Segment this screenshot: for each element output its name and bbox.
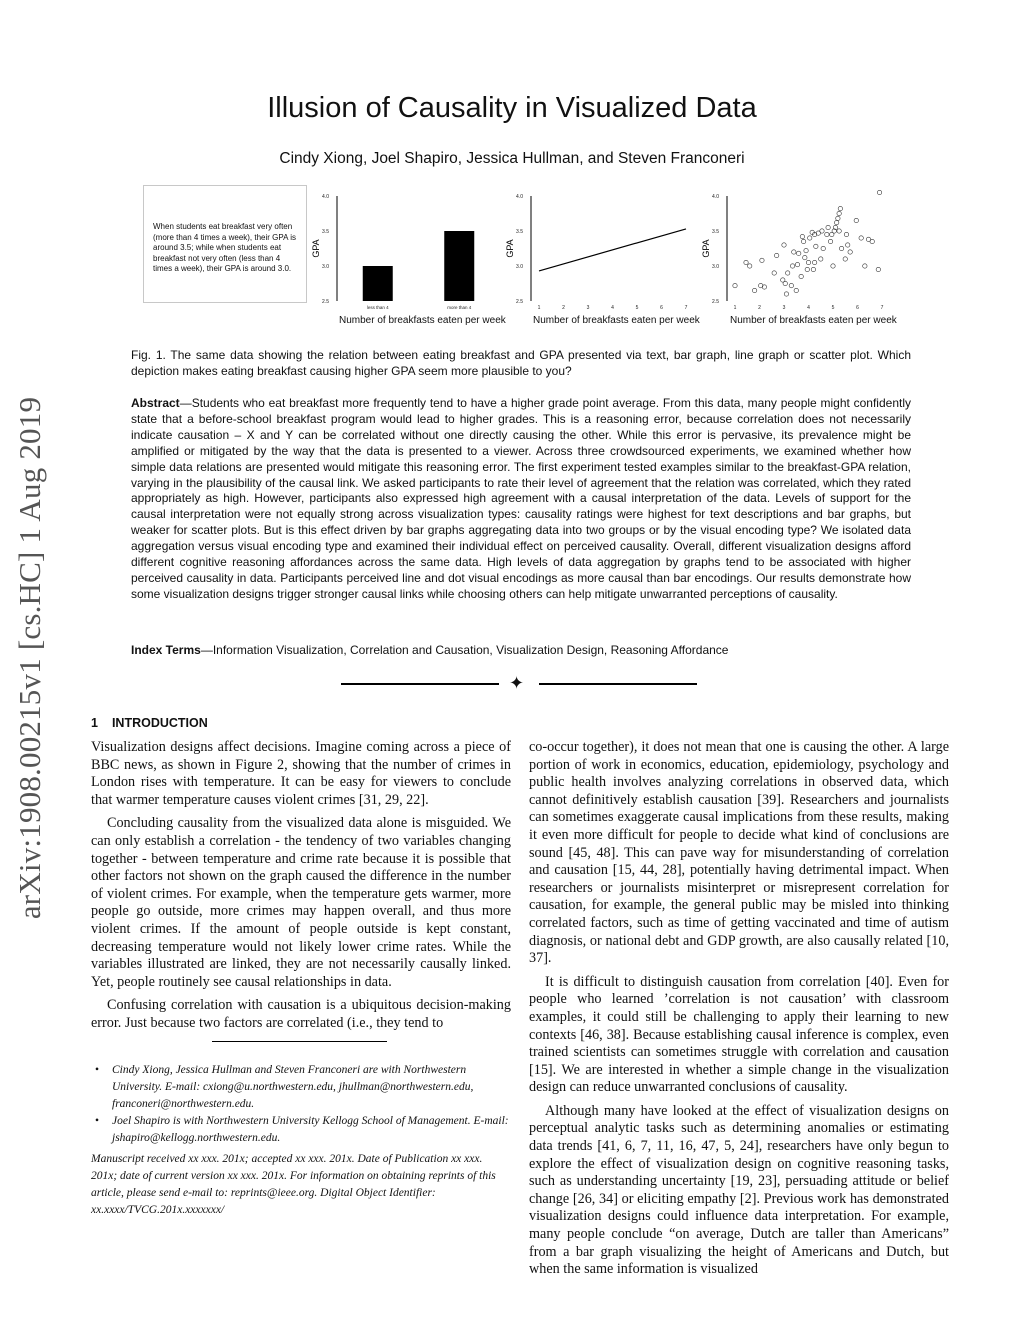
scatter-chart-y-tick-label: 3.0 bbox=[712, 264, 719, 270]
scatter-point bbox=[825, 232, 829, 236]
bar-chart-svg bbox=[310, 183, 505, 315]
scatter-point bbox=[834, 220, 838, 224]
line-chart bbox=[504, 183, 699, 315]
bar-category-label: less than 4 bbox=[366, 305, 389, 310]
scatter-chart-y-tick-label: 2.5 bbox=[712, 299, 719, 305]
scatter-point bbox=[863, 264, 867, 268]
scatter-point bbox=[799, 274, 803, 278]
scatter-chart-x-tick-label: 2 bbox=[758, 305, 761, 311]
footnotes bbox=[91, 1062, 511, 1147]
scatter-chart bbox=[700, 183, 895, 315]
paragraph: co-occur together), it does not mean that one is causing the other. A large portion of work in economics, education, epidemiology, psychology and public health involves analyzing correlations in observed data, which cannot definitively establish causation [39]. Researchers and journalists can sometimes exaggerate causal implications from these results, making it even more difficult for people to decide what kind of conclusions are sound [45, 48]. This can pave way for misunderstanding of correlation and causation [15, 44, 28], potentially having detrimental impact. When researchers or journalists misinterpret or misrepresent correlation for causation, for example, the general public may be misled into thinking correlated factors, such as time of getting vaccinated and time of autism diagnosis, or national debt and GDP growth, are also causally related [10, 37]. bbox=[529, 739, 949, 967]
paragraph: Concluding causality from the visualized data alone is misguided. We can only establish a correlation - the tendency of two variables changing together - between temperature and crime rate because it is possible that other factors not shown on the graph caused the difference in the number of violent crimes. For example, when the temperature gets warmer, more people go outside, more crimes may happen overall, and thus more violent crimes. If the amount of people outside is kept constant, decreasing temperature would not likely lower crime rates. While the variables illustrated are linked, they are not necessarily causally linked. Yet, people routinely see causal relationships in data. bbox=[91, 815, 511, 990]
scatter-point bbox=[800, 234, 804, 238]
divider-line-right bbox=[539, 683, 697, 685]
scatter-point bbox=[748, 264, 752, 268]
footnote-item: • Joel Shapiro is with Northwestern University Kellogg School of Management. E-mail: jshapiro@kellogg.northwestern.edu. bbox=[91, 1113, 511, 1147]
line-chart-svg bbox=[504, 183, 699, 315]
section-divider bbox=[341, 673, 701, 693]
line-chart-x-tick-label: 6 bbox=[660, 305, 663, 311]
scatter-point bbox=[806, 260, 810, 264]
bar-chart-y-tick-label: 3.5 bbox=[322, 229, 329, 235]
line-chart-x-tick-label: 5 bbox=[635, 305, 639, 311]
scatter-point bbox=[744, 260, 748, 264]
paragraph: It is difficult to distinguish causation from correlation [40]. Even for people who learned ’correlation is not causation’ with classroom examples, it could still be challenging to apply their learning to new contexts [46, 38]. Because establishing causal inference is complex, even trained scientists can sometimes struggle with correlation and causation [15]. We are interested in whether a simple change in the visualization design can reduce unwarranted conclusions of causality. bbox=[529, 973, 949, 1096]
scatter-point bbox=[733, 283, 737, 287]
scatter-chart-x-tick-label: 6 bbox=[856, 305, 859, 311]
bar-chart-y-tick-label: 4.0 bbox=[322, 194, 329, 200]
scatter-point bbox=[774, 253, 778, 257]
scatter-point bbox=[839, 246, 843, 250]
index-terms-text: —Information Visualization, Correlation and Causation, Visualization Design, Reasoning Affordance bbox=[200, 643, 729, 657]
scatter-point bbox=[782, 243, 786, 247]
bar bbox=[444, 231, 474, 301]
index-terms bbox=[131, 642, 911, 658]
scatter-chart-svg bbox=[700, 183, 895, 315]
scatter-chart-x-tick-label: 5 bbox=[831, 305, 835, 311]
scatter-point bbox=[808, 236, 812, 240]
scatter-point bbox=[784, 292, 788, 296]
arxiv-identifier: arXiv:1908.00215v1 [cs.HC] 1 Aug 2019 bbox=[12, 396, 47, 920]
scatter-point bbox=[828, 239, 832, 243]
scatter-point bbox=[837, 211, 841, 215]
scatter-point bbox=[783, 281, 787, 285]
bar-chart-y-tick-label: 2.5 bbox=[322, 299, 329, 305]
scatter-point bbox=[814, 244, 818, 248]
scatter-point bbox=[803, 255, 807, 259]
scatter-point bbox=[795, 262, 799, 266]
scatter-point bbox=[843, 257, 847, 261]
scatter-point bbox=[762, 285, 766, 289]
scatter-point bbox=[846, 243, 850, 247]
bar-category-label: more than 4 bbox=[447, 305, 472, 310]
author-list: Cindy Xiong, Joel Shapiro, Jessica Hullman, and Steven Franconeri bbox=[279, 150, 745, 167]
scatter-point bbox=[826, 225, 830, 229]
scatter-chart-xlabel: Number of breakfasts eaten per week bbox=[730, 315, 897, 326]
line-chart-x-tick-label: 2 bbox=[562, 305, 565, 311]
line-chart-xlabel: Number of breakfasts eaten per week bbox=[533, 315, 700, 326]
scatter-point bbox=[819, 257, 823, 261]
paragraph: Confusing correlation with causation is a ubiquitous decision-making error. Just because two factors are correlated (i.e., they tend to bbox=[91, 997, 511, 1031]
footnote-rule bbox=[212, 1041, 387, 1042]
footnote-item: • Cindy Xiong, Jessica Hullman and Steven Franconeri are with Northwestern University. E-mail: cxiong@u.northwestern.edu, jhullman@northwestern.edu, franconeri@northwestern.edu. bbox=[91, 1062, 511, 1113]
scatter-point bbox=[854, 218, 858, 222]
left-column bbox=[91, 739, 511, 1039]
scatter-point bbox=[831, 264, 835, 268]
line-chart-y-tick-label: 3.5 bbox=[516, 229, 523, 235]
scatter-chart-x-tick-label: 3 bbox=[782, 305, 786, 311]
index-terms-label: Index Terms bbox=[131, 643, 201, 657]
scatter-point bbox=[837, 229, 841, 233]
scatter-point bbox=[811, 267, 815, 271]
scatter-chart-x-tick-label: 1 bbox=[733, 305, 737, 311]
scatter-point bbox=[752, 288, 756, 292]
scatter-point bbox=[801, 239, 805, 243]
bar-chart-y-tick-label: 3.0 bbox=[322, 264, 329, 270]
figure-text-panel bbox=[143, 185, 307, 303]
scatter-point bbox=[876, 267, 880, 271]
line-chart-x-tick-label: 7 bbox=[684, 305, 688, 311]
line-chart-y-tick-label: 2.5 bbox=[516, 299, 523, 305]
scatter-point bbox=[792, 250, 796, 254]
paragraph: Although many have looked at the effect of visualization designs on perceptual analytic tasks such as determining anomalies or estimating data trends [41, 6, 7, 11, 16, 47, 5, 24], researchers have only begun to explore the effect of visualization design on cognitive reasoning tasks, such as understanding uncertainty [19, 23], persuading attitude or belief change [26, 34] or eliciting empathy [2]. Previous work has demonstrated visualization designs could influence data interpretation. For example, many people conclude “on average, Dutch are taller than Americans” from a bar graph visualizing the height of Americans and Dutch, but when the same information is visualized bbox=[529, 1102, 949, 1278]
scatter-point bbox=[838, 206, 842, 210]
section-number: 1 bbox=[91, 716, 98, 730]
scatter-point bbox=[821, 246, 825, 250]
scatter-point bbox=[877, 190, 881, 194]
bar-chart-xlabel: Number of breakfasts eaten per week bbox=[339, 315, 506, 326]
scatter-point bbox=[859, 236, 863, 240]
line-chart-x-tick-label: 3 bbox=[586, 305, 590, 311]
abstract-label: Abstract bbox=[131, 396, 180, 410]
abstract-text: —Students who eat breakfast more frequently tend to have a higher grade point average. From this data, many people might confidently state that a before-school breakfast program would lead to higher grades. This is a reasoning error, because correlation does not necessarily indicate causation – X and Y can be correlated without one directly causing the other. While this error is pervasive, its prevalence might be amplified or mitigated by the way that the data is presented to a viewer. Across three crowdsourced experiments, we examined whether how simple data relations are presented would mitigate this reasoning error. The first experiment tested examples similar to the breakfast-GPA relation, varying in the plausibility of the causal link. We asked participants to rate their level of agreement that the relation was correlated, which they rated appropriately as high. However, participants also expressed high agreement with a causal interpretation of the data. Levels of support for the causal interpretation were not equally strong across visualization types: causality ratings were highest for text descriptions and bar graphs, but weaker for scatter plots. But is this effect driven by bar graphs aggregating data into two groups or by the visual encoding type? We isolated data aggregation versus visual encoding type and examined their individual effect on perceived causality. Overall, different visualization designs afford different cognitive reasoning affordances across the same data. High levels of data aggregation by graphs tend to be associated with higher perceived causality in data. Participants perceived line and dot visual encodings as more causal than bar encodings. Our results demonstrate how some visualization designs trigger stronger causal links while choosing others can help mitigate unwarranted perceptions of causality. bbox=[131, 396, 911, 601]
line-chart-y-tick-label: 3.0 bbox=[516, 264, 523, 270]
line-chart-x-tick-label: 4 bbox=[611, 305, 614, 311]
text-panel-description: When students eat breakfast very often (more than 4 times a week), their GPA is around 3.5; while when students eat breakfast not very often (less than 4 times a week), their GPA is around 3.0. bbox=[153, 222, 297, 273]
paragraph: Visualization designs affect decisions. Imagine coming across a piece of BBC news, as shown in Figure 2, showing that the number of crimes in London rises with temperature. It can be easy for viewers to conclude that warmer temperature causes violent crimes [31, 29, 22]. bbox=[91, 739, 511, 808]
manuscript-info: Manuscript received xx xxx. 201x; accepted xx xxx. 201x. Date of Publication xx xxx. 201x; date of current version xx xxx. 201x. For information on obtaining reprints of this article, please send e-mail to: reprints@ieee.org. Digital Object Identifier: xx.xxxx/TVCG.201x.xxxxxxx/ bbox=[91, 1153, 496, 1216]
scatter-point bbox=[804, 248, 808, 252]
divider-line-left bbox=[341, 683, 499, 685]
section-heading bbox=[91, 716, 208, 730]
scatter-point bbox=[812, 260, 816, 264]
abstract bbox=[131, 396, 911, 603]
right-column bbox=[529, 739, 949, 1285]
scatter-point bbox=[785, 271, 789, 275]
scatter-point bbox=[820, 229, 824, 233]
bar-chart-y-axis-label: GPA bbox=[311, 239, 321, 258]
divider-star-icon: ✦ bbox=[509, 673, 525, 693]
scatter-chart-y-axis-label: GPA bbox=[701, 239, 711, 258]
scatter-point bbox=[848, 250, 852, 254]
scatter-point bbox=[794, 288, 798, 292]
scatter-point bbox=[789, 283, 793, 287]
line-chart-y-axis-label: GPA bbox=[505, 239, 515, 258]
scatter-point bbox=[772, 271, 776, 275]
scatter-point bbox=[790, 264, 794, 268]
trend-line bbox=[539, 229, 686, 271]
scatter-chart-x-tick-label: 4 bbox=[807, 305, 810, 311]
scatter-point bbox=[870, 239, 874, 243]
bar bbox=[363, 266, 393, 301]
scatter-chart-x-tick-label: 7 bbox=[880, 305, 884, 311]
line-chart-x-tick-label: 1 bbox=[537, 305, 541, 311]
scatter-point bbox=[797, 251, 801, 255]
scatter-chart-y-tick-label: 3.5 bbox=[712, 229, 719, 235]
scatter-point bbox=[760, 258, 764, 262]
scatter-point bbox=[805, 267, 809, 271]
scatter-point bbox=[844, 232, 848, 236]
bar-chart bbox=[310, 183, 505, 315]
paper-title: Illusion of Causality in Visualized Data bbox=[267, 92, 757, 124]
line-chart-y-tick-label: 4.0 bbox=[516, 194, 523, 200]
figure-caption: Fig. 1. The same data showing the relation between eating breakfast and GPA presented via text, bar graph, line graph or scatter plot. Which depiction makes eating breakfast causing higher GPA seem more plausible to you? bbox=[131, 348, 911, 378]
scatter-chart-y-tick-label: 4.0 bbox=[712, 194, 719, 200]
section-title: INTRODUCTION bbox=[111, 716, 208, 730]
scatter-point bbox=[836, 216, 840, 220]
